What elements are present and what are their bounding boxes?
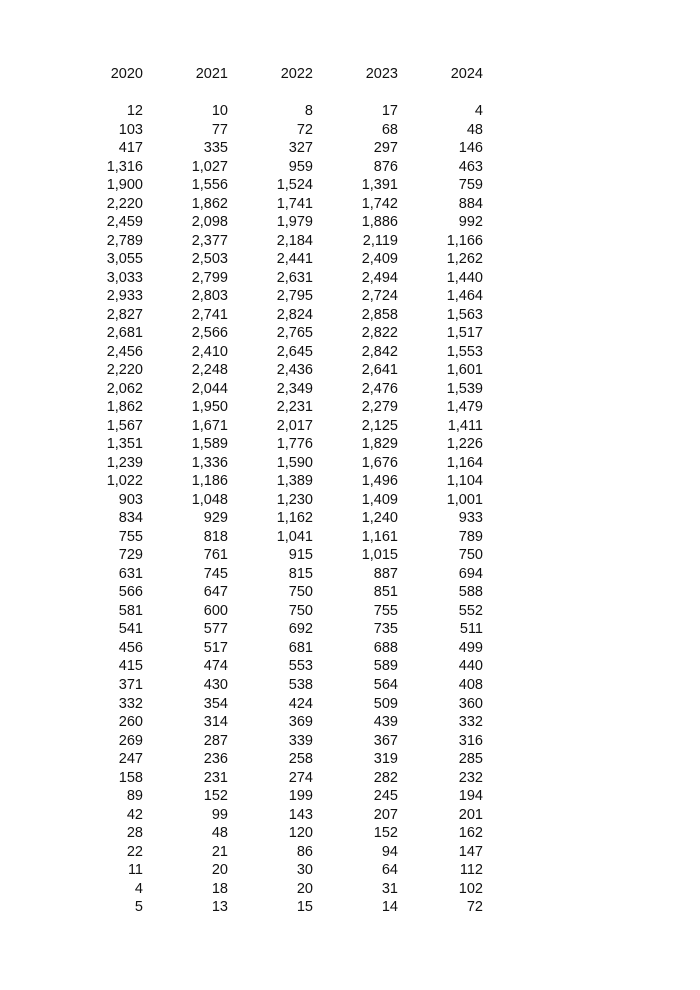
table-cell: 408 bbox=[458, 676, 483, 693]
table-cell: 2,349 bbox=[276, 380, 313, 397]
table-row bbox=[0, 158, 700, 177]
table-cell: 884 bbox=[458, 195, 483, 212]
table-cell: 2,503 bbox=[191, 251, 228, 268]
table-cell: 94 bbox=[381, 843, 398, 860]
column-header-2024: 2024 bbox=[450, 66, 483, 82]
table-cell: 1,027 bbox=[191, 158, 228, 175]
table-cell: 1,336 bbox=[191, 454, 228, 471]
table-row bbox=[0, 417, 700, 436]
column-header-2020: 2020 bbox=[110, 66, 143, 82]
table-cell: 10 bbox=[211, 103, 228, 119]
table-row bbox=[0, 232, 700, 251]
table-row bbox=[0, 824, 700, 843]
table-cell: 1,524 bbox=[276, 177, 313, 194]
table-row bbox=[0, 750, 700, 769]
table-cell: 1,316 bbox=[106, 158, 143, 175]
table-cell: 681 bbox=[288, 639, 313, 656]
table-cell: 327 bbox=[288, 140, 313, 157]
table-row bbox=[0, 806, 700, 825]
table-cell: 818 bbox=[203, 528, 228, 545]
table-cell: 1,411 bbox=[447, 417, 483, 434]
table-cell: 2,231 bbox=[276, 399, 313, 416]
table-cell: 517 bbox=[203, 639, 228, 656]
table-cell: 2,858 bbox=[361, 306, 398, 323]
table-cell: 285 bbox=[458, 751, 483, 768]
table-cell: 1,164 bbox=[446, 454, 483, 471]
table-cell: 929 bbox=[203, 510, 228, 527]
table-cell: 755 bbox=[118, 528, 143, 545]
table-cell: 2,795 bbox=[276, 288, 313, 305]
table-cell: 1,589 bbox=[191, 436, 228, 453]
table-row bbox=[0, 324, 700, 343]
table-cell: 600 bbox=[203, 602, 228, 619]
table-cell: 269 bbox=[118, 732, 143, 749]
table-cell: 2,566 bbox=[191, 325, 228, 342]
table-cell: 231 bbox=[203, 769, 228, 786]
table-cell: 538 bbox=[288, 676, 313, 693]
table-cell: 2,741 bbox=[191, 306, 228, 323]
table-cell: 2,824 bbox=[276, 306, 313, 323]
table-cell: 2,184 bbox=[276, 232, 313, 249]
table-cell: 102 bbox=[458, 880, 483, 897]
table-cell: 1,389 bbox=[276, 473, 313, 490]
table-cell: 332 bbox=[458, 714, 483, 731]
table-cell: 1,741 bbox=[276, 195, 313, 212]
table-cell: 64 bbox=[381, 862, 398, 879]
table-cell: 236 bbox=[203, 751, 228, 768]
table-cell: 1,262 bbox=[446, 251, 483, 268]
table-cell: 1,776 bbox=[276, 436, 313, 453]
table-cell: 1,556 bbox=[191, 177, 228, 194]
table-cell: 2,119 bbox=[362, 232, 398, 249]
table-cell: 245 bbox=[373, 788, 398, 805]
table-row bbox=[0, 306, 700, 325]
table-cell: 424 bbox=[288, 695, 313, 712]
table-cell: 22 bbox=[126, 843, 143, 860]
table-row bbox=[0, 880, 700, 899]
table-cell: 1,517 bbox=[446, 325, 483, 342]
table-cell: 99 bbox=[211, 806, 228, 823]
table-row bbox=[0, 343, 700, 362]
table-cell: 72 bbox=[466, 899, 483, 916]
table-cell: 332 bbox=[118, 695, 143, 712]
table-row bbox=[0, 732, 700, 751]
table-cell: 851 bbox=[373, 584, 398, 601]
table-cell: 2,409 bbox=[361, 251, 398, 268]
column-header-2021: 2021 bbox=[195, 66, 228, 82]
table-cell: 48 bbox=[466, 121, 483, 138]
table-cell: 1,440 bbox=[446, 269, 483, 286]
table-cell: 1,161 bbox=[361, 528, 398, 545]
table-cell: 1,186 bbox=[191, 473, 228, 490]
table-row bbox=[0, 398, 700, 417]
table-cell: 440 bbox=[458, 658, 483, 675]
table-cell: 89 bbox=[126, 788, 143, 805]
table-cell: 2,377 bbox=[191, 232, 228, 249]
table-cell: 2,220 bbox=[106, 362, 143, 379]
table-row bbox=[0, 565, 700, 584]
table-cell: 581 bbox=[118, 602, 143, 619]
column-header-2022: 2022 bbox=[280, 66, 313, 82]
table-row bbox=[0, 898, 700, 917]
table-cell: 541 bbox=[118, 621, 143, 638]
table-cell: 30 bbox=[296, 862, 313, 879]
table-cell: 509 bbox=[373, 695, 398, 712]
table-cell: 1,900 bbox=[106, 177, 143, 194]
table-cell: 369 bbox=[288, 714, 313, 731]
table-row bbox=[0, 121, 700, 140]
table-cell: 2,441 bbox=[276, 251, 313, 268]
table-cell: 12 bbox=[126, 103, 143, 119]
table-cell: 2,248 bbox=[191, 362, 228, 379]
table-row bbox=[0, 102, 700, 121]
table-cell: 2,456 bbox=[106, 343, 143, 360]
table-cell: 1,539 bbox=[446, 380, 483, 397]
table-cell: 1,166 bbox=[446, 232, 483, 249]
table-cell: 2,827 bbox=[106, 306, 143, 323]
table-row bbox=[0, 843, 700, 862]
table-cell: 201 bbox=[458, 806, 483, 823]
table-row bbox=[0, 861, 700, 880]
table-cell: 456 bbox=[118, 639, 143, 656]
table-cell: 959 bbox=[288, 158, 313, 175]
table-cell: 158 bbox=[118, 769, 143, 786]
table-cell: 28 bbox=[126, 825, 143, 842]
table-cell: 735 bbox=[373, 621, 398, 638]
table-cell: 2,724 bbox=[361, 288, 398, 305]
table-row bbox=[0, 213, 700, 232]
table-cell: 1,742 bbox=[361, 195, 398, 212]
table-cell: 631 bbox=[118, 565, 143, 582]
table-row bbox=[0, 380, 700, 399]
table-row bbox=[0, 139, 700, 158]
table-cell: 68 bbox=[381, 121, 398, 138]
table-cell: 199 bbox=[288, 788, 313, 805]
table-cell: 2,220 bbox=[106, 195, 143, 212]
table-row bbox=[0, 676, 700, 695]
table-cell: 42 bbox=[126, 806, 143, 823]
table-cell: 1,351 bbox=[106, 436, 143, 453]
table-cell: 552 bbox=[458, 602, 483, 619]
table-cell: 887 bbox=[373, 565, 398, 582]
table-cell: 18 bbox=[211, 880, 228, 897]
table-cell: 2,044 bbox=[191, 380, 228, 397]
table-row bbox=[0, 435, 700, 454]
table-cell: 564 bbox=[373, 676, 398, 693]
table-cell: 745 bbox=[203, 565, 228, 582]
table-row bbox=[0, 176, 700, 195]
table-cell: 1,862 bbox=[106, 399, 143, 416]
table-cell: 1,671 bbox=[191, 417, 228, 434]
table-cell: 339 bbox=[288, 732, 313, 749]
table-cell: 1,022 bbox=[106, 473, 143, 490]
table-cell: 499 bbox=[458, 639, 483, 656]
table-cell: 1,162 bbox=[276, 510, 313, 527]
table-row bbox=[0, 269, 700, 288]
table-cell: 2,459 bbox=[106, 214, 143, 231]
table-row bbox=[0, 546, 700, 565]
table-cell: 1,230 bbox=[276, 491, 313, 508]
table-cell: 314 bbox=[203, 714, 228, 731]
table-row bbox=[0, 695, 700, 714]
table-cell: 371 bbox=[118, 676, 143, 693]
table-cell: 1,464 bbox=[446, 288, 483, 305]
table-cell: 876 bbox=[373, 158, 398, 175]
table-row bbox=[0, 639, 700, 658]
table-cell: 1,676 bbox=[361, 454, 398, 471]
table-cell: 20 bbox=[211, 862, 228, 879]
table-cell: 417 bbox=[118, 140, 143, 157]
table-cell: 316 bbox=[458, 732, 483, 749]
table-cell: 2,062 bbox=[106, 380, 143, 397]
table-cell: 1,496 bbox=[361, 473, 398, 490]
table-cell: 566 bbox=[118, 584, 143, 601]
table-cell: 1,409 bbox=[361, 491, 398, 508]
table-cell: 759 bbox=[458, 177, 483, 194]
table-cell: 354 bbox=[203, 695, 228, 712]
table-cell: 474 bbox=[203, 658, 228, 675]
table-cell: 48 bbox=[211, 825, 228, 842]
table-cell: 8 bbox=[304, 103, 313, 119]
column-header-2023: 2023 bbox=[365, 66, 398, 82]
table-cell: 13 bbox=[211, 899, 228, 916]
table-cell: 282 bbox=[373, 769, 398, 786]
table-cell: 147 bbox=[458, 843, 483, 860]
table-cell: 1,979 bbox=[276, 214, 313, 231]
table-cell: 2,279 bbox=[361, 399, 398, 416]
table-cell: 2,765 bbox=[276, 325, 313, 342]
table-cell: 1,829 bbox=[361, 436, 398, 453]
table-cell: 415 bbox=[118, 658, 143, 675]
table-cell: 1,041 bbox=[276, 528, 313, 545]
table-cell: 750 bbox=[458, 547, 483, 564]
table-cell: 2,681 bbox=[106, 325, 143, 342]
table-cell: 103 bbox=[118, 121, 143, 138]
table-cell: 2,799 bbox=[191, 269, 228, 286]
table-cell: 750 bbox=[288, 602, 313, 619]
table-cell: 1,567 bbox=[106, 417, 143, 434]
table-row bbox=[0, 195, 700, 214]
table-cell: 2,017 bbox=[276, 417, 313, 434]
table-cell: 319 bbox=[373, 751, 398, 768]
table-cell: 588 bbox=[458, 584, 483, 601]
table-cell: 688 bbox=[373, 639, 398, 656]
table-cell: 1,886 bbox=[361, 214, 398, 231]
table-cell: 439 bbox=[373, 714, 398, 731]
table-row bbox=[0, 769, 700, 788]
table-cell: 274 bbox=[288, 769, 313, 786]
table-cell: 755 bbox=[373, 602, 398, 619]
table-cell: 11 bbox=[127, 862, 143, 879]
table-cell: 194 bbox=[458, 788, 483, 805]
table-cell: 1,048 bbox=[191, 491, 228, 508]
table-cell: 4 bbox=[474, 103, 483, 119]
table-cell: 2,645 bbox=[276, 343, 313, 360]
table-cell: 2,494 bbox=[361, 269, 398, 286]
table-cell: 729 bbox=[118, 547, 143, 564]
table-header-row bbox=[0, 64, 700, 84]
table-cell: 3,033 bbox=[106, 269, 143, 286]
table-cell: 258 bbox=[288, 751, 313, 768]
table-row bbox=[0, 491, 700, 510]
table-cell: 577 bbox=[203, 621, 228, 638]
table-cell: 761 bbox=[203, 547, 228, 564]
table-cell: 992 bbox=[458, 214, 483, 231]
table-cell: 112 bbox=[459, 862, 483, 879]
table-cell: 1,950 bbox=[191, 399, 228, 416]
table-cell: 1,862 bbox=[191, 195, 228, 212]
table-row bbox=[0, 250, 700, 269]
table-cell: 2,476 bbox=[361, 380, 398, 397]
table-cell: 21 bbox=[211, 843, 228, 860]
table-cell: 1,601 bbox=[446, 362, 483, 379]
table-cell: 31 bbox=[381, 880, 398, 897]
table-cell: 1,104 bbox=[446, 473, 483, 490]
table-cell: 287 bbox=[203, 732, 228, 749]
table-cell: 1,239 bbox=[106, 454, 143, 471]
table-cell: 1,001 bbox=[446, 491, 483, 508]
table-row bbox=[0, 472, 700, 491]
table-cell: 2,436 bbox=[276, 362, 313, 379]
table-cell: 20 bbox=[296, 880, 313, 897]
table-row bbox=[0, 287, 700, 306]
table-cell: 86 bbox=[296, 843, 313, 860]
table-cell: 463 bbox=[458, 158, 483, 175]
table-cell: 834 bbox=[118, 510, 143, 527]
table-cell: 207 bbox=[373, 806, 398, 823]
table-row bbox=[0, 657, 700, 676]
table-cell: 120 bbox=[288, 825, 313, 842]
table-cell: 335 bbox=[203, 140, 228, 157]
table-cell: 72 bbox=[296, 121, 313, 138]
table-cell: 143 bbox=[288, 806, 313, 823]
table-cell: 2,125 bbox=[361, 417, 398, 434]
table-cell: 1,226 bbox=[446, 436, 483, 453]
table-cell: 367 bbox=[373, 732, 398, 749]
table-row bbox=[0, 509, 700, 528]
table-row bbox=[0, 528, 700, 547]
table-cell: 1,479 bbox=[446, 399, 483, 416]
table-cell: 1,015 bbox=[361, 547, 398, 564]
table-row bbox=[0, 787, 700, 806]
table-cell: 815 bbox=[288, 565, 313, 582]
table-cell: 915 bbox=[288, 547, 313, 564]
table-cell: 162 bbox=[458, 825, 483, 842]
table-cell: 694 bbox=[458, 565, 483, 582]
table-row bbox=[0, 361, 700, 380]
table-cell: 1,553 bbox=[446, 343, 483, 360]
table-cell: 589 bbox=[373, 658, 398, 675]
table-row bbox=[0, 583, 700, 602]
table-cell: 2,641 bbox=[361, 362, 398, 379]
table-cell: 360 bbox=[458, 695, 483, 712]
table-cell: 647 bbox=[203, 584, 228, 601]
table-cell: 2,822 bbox=[361, 325, 398, 342]
table-cell: 260 bbox=[118, 714, 143, 731]
table-cell: 152 bbox=[203, 788, 228, 805]
table-cell: 1,391 bbox=[361, 177, 398, 194]
table-cell: 2,098 bbox=[191, 214, 228, 231]
table-row bbox=[0, 602, 700, 621]
table-row bbox=[0, 620, 700, 639]
table-cell: 297 bbox=[373, 140, 398, 157]
table-row bbox=[0, 454, 700, 473]
table-cell: 2,842 bbox=[361, 343, 398, 360]
table-cell: 247 bbox=[118, 751, 143, 768]
table-cell: 2,410 bbox=[191, 343, 228, 360]
table-row bbox=[0, 713, 700, 732]
table-cell: 3,055 bbox=[106, 251, 143, 268]
table-cell: 4 bbox=[134, 880, 143, 897]
table-cell: 1,240 bbox=[361, 510, 398, 527]
table-cell: 2,631 bbox=[276, 269, 313, 286]
table-cell: 5 bbox=[134, 899, 143, 916]
table-cell: 1,590 bbox=[276, 454, 313, 471]
table-cell: 2,789 bbox=[106, 232, 143, 249]
table-cell: 17 bbox=[381, 103, 398, 119]
table-cell: 553 bbox=[288, 658, 313, 675]
table-body bbox=[0, 102, 700, 917]
table-cell: 2,933 bbox=[106, 288, 143, 305]
table-cell: 692 bbox=[288, 621, 313, 638]
table-cell: 933 bbox=[458, 510, 483, 527]
table-cell: 232 bbox=[458, 769, 483, 786]
table-cell: 511 bbox=[459, 621, 483, 638]
table-cell: 430 bbox=[203, 676, 228, 693]
table-cell: 77 bbox=[211, 121, 228, 138]
table-cell: 750 bbox=[288, 584, 313, 601]
table-cell: 903 bbox=[118, 491, 143, 508]
table-cell: 1,563 bbox=[446, 306, 483, 323]
table-cell: 789 bbox=[458, 528, 483, 545]
table-cell: 152 bbox=[373, 825, 398, 842]
table-cell: 2,803 bbox=[191, 288, 228, 305]
table-cell: 14 bbox=[381, 899, 398, 916]
table-cell: 146 bbox=[458, 140, 483, 157]
table-cell: 15 bbox=[296, 899, 313, 916]
